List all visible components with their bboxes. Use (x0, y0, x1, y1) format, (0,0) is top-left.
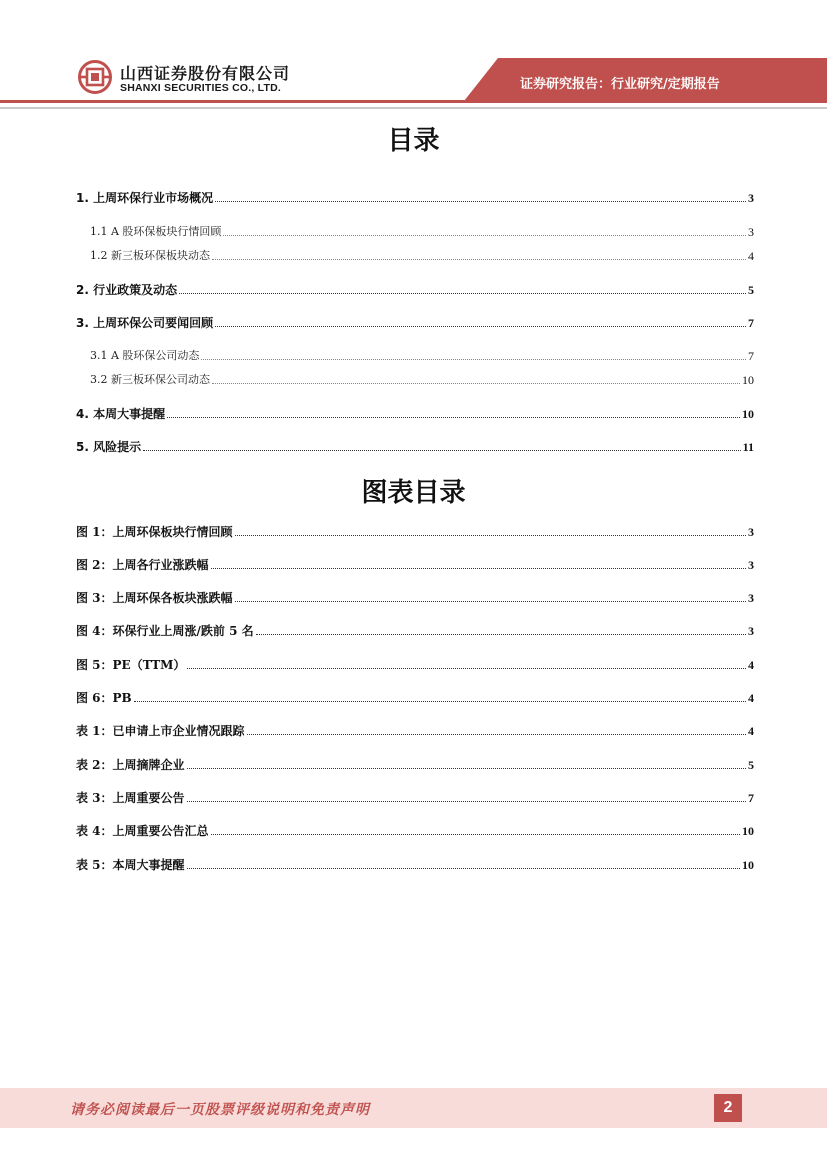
company-name-cn: 山西证券股份有限公司 (120, 64, 291, 83)
figure-entry-page: 10 (742, 824, 754, 838)
leader-dots (247, 734, 746, 735)
figure-entry[interactable] (76, 786, 754, 806)
leader-dots (187, 768, 746, 769)
leader-dots (211, 568, 746, 569)
figure-entry-label: 图 6：PB (76, 691, 132, 705)
toc-entry[interactable] (76, 402, 754, 422)
figure-entry[interactable] (76, 653, 754, 673)
shanxi-securities-logo-icon (78, 60, 112, 94)
figure-entry-label: 图 3：上周环保各板块涨跌幅 (76, 591, 233, 605)
toc-entry-label: 2. 行业政策及动态 (76, 283, 178, 297)
report-type-label: 证券研究报告：行业研究/定期报告 (520, 77, 720, 92)
figure-entry-page: 10 (742, 858, 754, 872)
toc-entry[interactable] (76, 435, 754, 455)
figure-entry-page: 4 (748, 691, 754, 705)
figure-entry-label: 表 5：本周大事提醒 (76, 858, 185, 872)
toc-entry[interactable] (76, 186, 754, 206)
figure-entry[interactable] (76, 819, 754, 839)
header-divider (0, 100, 827, 103)
toc-entry-label: 3.2 新三板环保公司动态 (90, 373, 210, 386)
leader-dots (256, 634, 746, 635)
footer-disclaimer: 请务必阅读最后一页股票评级说明和免责声明 (70, 1102, 370, 1118)
toc-entry[interactable] (90, 344, 754, 364)
figure-entry-page: 3 (748, 558, 754, 572)
toc-entry-page: 7 (748, 316, 754, 330)
figure-entry-page: 3 (748, 525, 754, 539)
leader-dots (201, 359, 746, 360)
figure-entry[interactable] (76, 619, 754, 639)
figure-entry-page: 3 (748, 591, 754, 605)
toc-entry-label: 1.2 新三板环保板块动态 (90, 249, 210, 262)
toc-entry[interactable] (90, 220, 754, 240)
leader-dots (223, 235, 746, 236)
figure-entry-label: 表 2：上周摘牌企业 (76, 758, 185, 772)
leader-dots (215, 326, 746, 327)
toc-entry-page: 4 (748, 249, 754, 263)
toc-entry-label: 3. 上周环保公司要闻回顾 (76, 316, 214, 330)
figure-entry-label: 图 2：上周各行业涨跌幅 (76, 558, 209, 572)
figure-entry[interactable] (76, 686, 754, 706)
figure-entry-label: 表 1：已申请上市企业情况跟踪 (76, 724, 245, 738)
toc-entry-label: 1.1 A 股环保板块行情回顾 (90, 225, 222, 238)
toc-entry[interactable] (76, 278, 754, 298)
leader-dots (187, 868, 740, 869)
figure-entry[interactable] (76, 719, 754, 739)
leader-dots (235, 601, 746, 602)
company-name-en: SHANXI SECURITIES CO., LTD. (120, 82, 281, 94)
page-header (0, 0, 827, 104)
toc-entry-label: 3.1 A 股环保公司动态 (90, 349, 200, 362)
toc-entry-page: 7 (748, 349, 754, 363)
toc-entry-page: 3 (748, 191, 754, 205)
leader-dots (235, 535, 746, 536)
toc-entry-page: 5 (748, 283, 754, 297)
leader-dots (212, 259, 746, 260)
leader-dots (212, 383, 740, 384)
figure-entry-label: 图 4：环保行业上周涨/跌前 5 名 (76, 624, 254, 638)
figure-entry[interactable] (76, 753, 754, 773)
figure-entry-label: 表 3：上周重要公告 (76, 791, 185, 805)
toc-entry-page: 10 (742, 407, 754, 421)
toc-entry[interactable] (90, 368, 754, 388)
toc-entry-label: 1. 上周环保行业市场概况 (76, 191, 214, 205)
figure-entry-label: 图 5：PE（TTM） (76, 658, 186, 672)
toc-entry[interactable] (76, 311, 754, 331)
toc-entry[interactable] (90, 244, 754, 264)
figure-entry-page: 7 (748, 791, 754, 805)
figure-entry-page: 4 (748, 658, 754, 672)
leader-dots (134, 701, 746, 702)
leader-dots (187, 668, 746, 669)
leader-dots (143, 450, 741, 451)
figure-entry-label: 表 4：上周重要公告汇总 (76, 824, 209, 838)
page-number: 2 (714, 1094, 742, 1122)
leader-dots (167, 417, 740, 418)
leader-dots (179, 293, 746, 294)
figure-entry-page: 4 (748, 724, 754, 738)
figure-entry[interactable] (76, 553, 754, 573)
header-divider-secondary (0, 107, 827, 109)
figure-entry[interactable] (76, 853, 754, 873)
figure-entry-page: 3 (748, 624, 754, 638)
figure-entry[interactable] (76, 520, 754, 540)
leader-dots (211, 834, 740, 835)
figure-entry-page: 5 (748, 758, 754, 772)
figure-entry[interactable] (76, 586, 754, 606)
toc-entry-page: 10 (742, 373, 754, 387)
toc-title: 目录 (387, 126, 440, 156)
toc-entry-page: 3 (748, 225, 754, 239)
leader-dots (215, 201, 746, 202)
toc-entry-label: 4. 本周大事提醒 (76, 407, 166, 421)
figures-toc-title: 图表目录 (361, 478, 466, 508)
leader-dots (187, 801, 746, 802)
figure-entry-label: 图 1：上周环保板块行情回顾 (76, 525, 233, 539)
toc-entry-page: 11 (742, 440, 754, 454)
toc-entry-label: 5. 风险提示 (76, 440, 142, 454)
